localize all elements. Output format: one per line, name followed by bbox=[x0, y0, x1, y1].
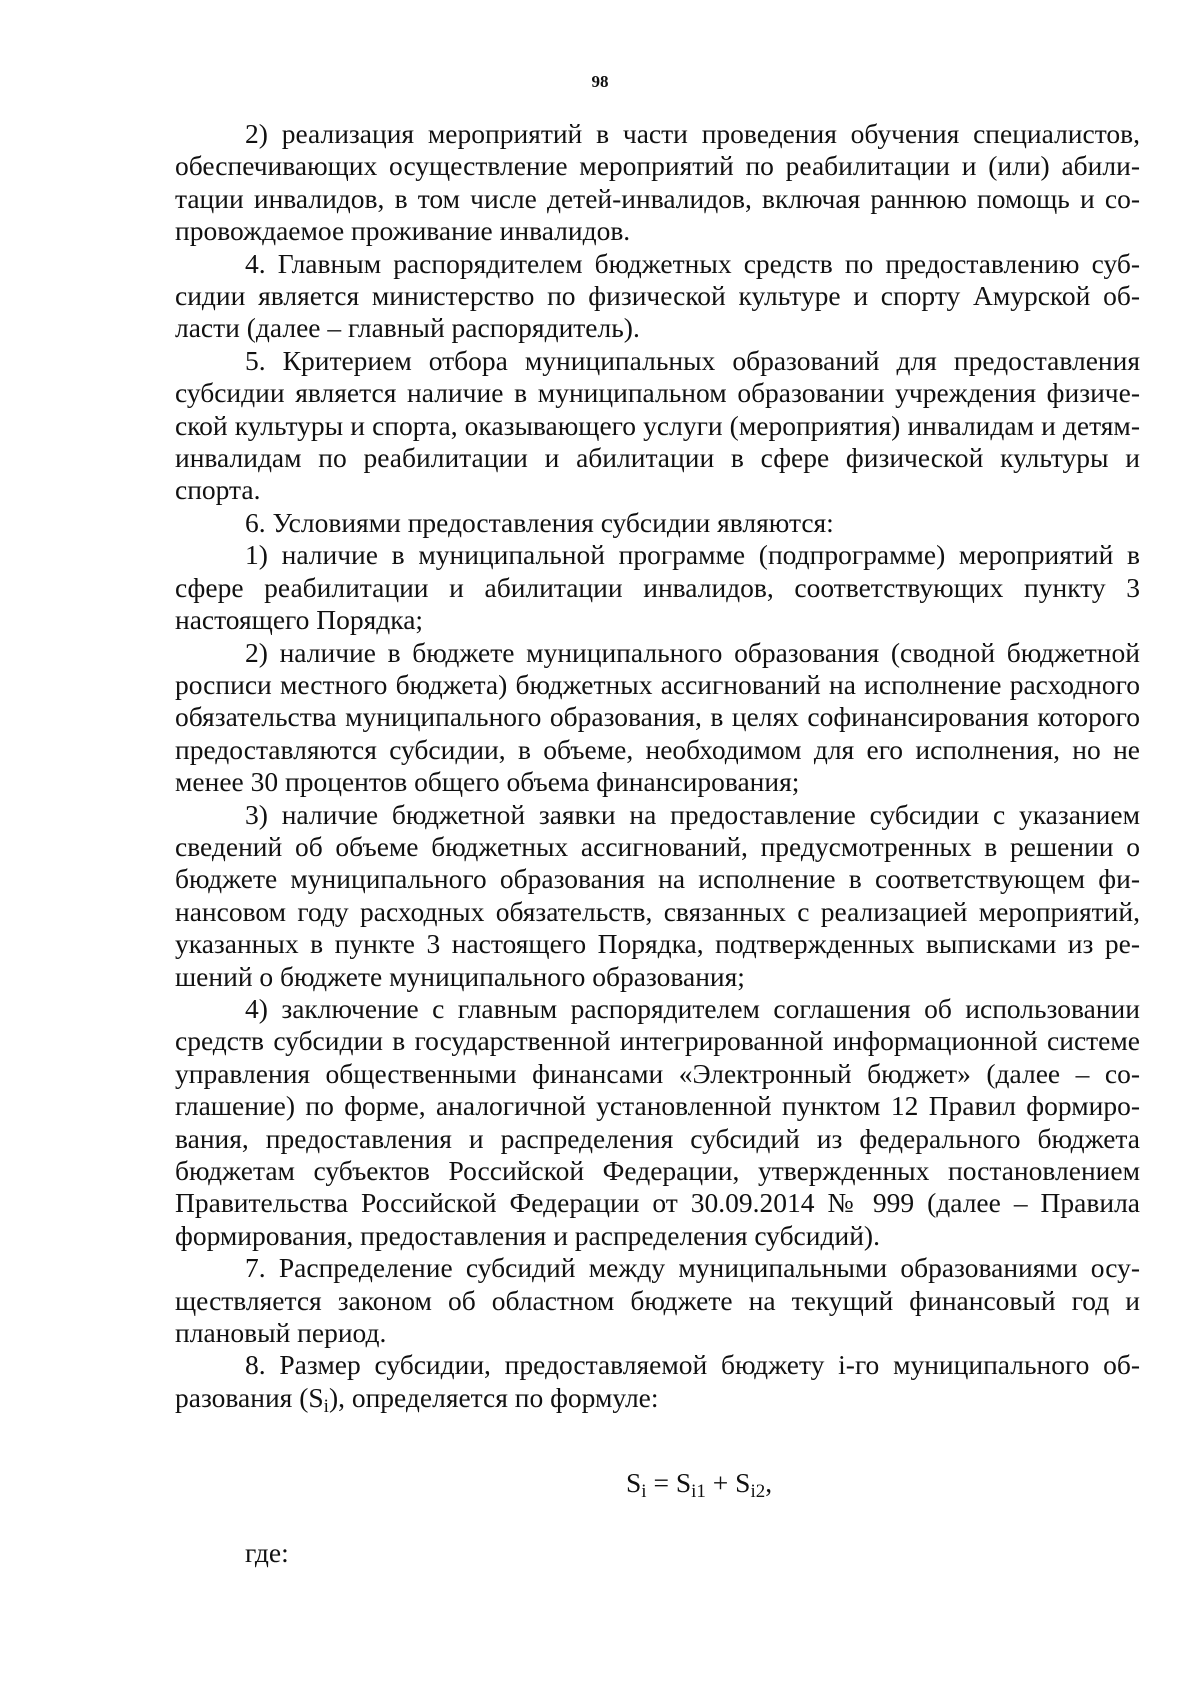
formula-eq: = S bbox=[646, 1467, 692, 1498]
paragraph-8-text-before: 8. Размер субсидии, предоставляемой бюджету i-го муниципального образования (S bbox=[175, 1349, 1140, 1413]
paragraph-8-subscript: i bbox=[323, 1395, 329, 1417]
paragraph-6-1: 1) наличие в муниципальной программе (подпрограмме) мероприятий в сфере реабилитации и абилитации инвалидов, соответствующих пункту 3 настоящего Порядка; bbox=[175, 539, 1140, 636]
page-number: 98 bbox=[591, 72, 609, 91]
where-label: где: bbox=[245, 1537, 289, 1568]
formula-plus: + S bbox=[705, 1467, 751, 1498]
paragraph-3-2: 2) реализация мероприятий в части проведения обучения специалистов, обеспечивающих осуществление мероприятий по реабилитации и (или) абилитации инвалидов, в том числе детей-инвалидов, включая раннюю помощь и сопровождаемое проживание инвалидов. bbox=[175, 118, 1140, 247]
paragraph-6-3: 3) наличие бюджетной заявки на предоставление субсидии с указанием сведений об объеме бюджетных ассигнований, предусмотренных в решении о бюджете муниципального образования на исполнение в соответствующем финансовом году расходных обязательств, связанных с реализацией мероприятий, указанных в пункте 3 настоящего Порядка, подтвержденных выписками из решений о бюджете муниципального образования; bbox=[175, 798, 1140, 992]
formula-s: S bbox=[626, 1467, 642, 1498]
formula-s-sub: i bbox=[641, 1481, 647, 1502]
document-body bbox=[175, 118, 1140, 1423]
formula-term1-sub: i1 bbox=[691, 1481, 706, 1502]
paragraph-7: 7. Распределение субсидий между муниципальными образованиями осуществляется законом об областном бюджете на текущий финансовый год и плановый период. bbox=[175, 1252, 1140, 1349]
formula-term2-sub: i2 bbox=[750, 1481, 766, 1502]
paragraph-6: 6. Условиями предоставления субсидии являются: bbox=[245, 506, 834, 538]
subsidy-formula bbox=[626, 1467, 772, 1503]
paragraph-5: 5. Критерием отбора муниципальных образований для предоставления субсидии является наличие в муниципальном образовании учреждения физической культуры и спорта, оказывающего услуги (мероприятия) инвалидам и детям-инвалидам по реабилитации и абилитации в сфере физической культуры и спорта. bbox=[175, 344, 1140, 506]
formula-tail: , bbox=[765, 1467, 773, 1498]
paragraph-6-2: 2) наличие в бюджете муниципального образования (сводной бюджетной росписи местного бюджета) бюджетных ассигнований на исполнение расходного обязательства муниципального образования, в целях софинансирования которого предоставляются субсидии, в объеме, необходимом для его исполнения, но не менее 30 процентов общего объема финансирования; bbox=[175, 636, 1140, 798]
paragraph-4: 4. Главным распорядителем бюджетных средств по предоставлению субсидии является министерство по физической культуре и спорту Амурской области (далее – главный распорядитель). bbox=[175, 247, 1140, 344]
paragraph-8 bbox=[175, 1349, 1140, 1423]
paragraph-8-text-after: ), определяется по формуле: bbox=[328, 1381, 659, 1413]
paragraph-6-4: 4) заключение с главным распорядителем соглашения об использовании средств субсидии в государственной интегрированной информационной системе управления общественными финансами «Электронный бюджет» (далее – соглашение) по форме, аналогичной установленной пунктом 12 Правил формирования, предоставления и распределения субсидий из федерального бюджета бюджетам субъектов Российской Федерации, утвержденных постановлением Правительства Российской Федерации от 30.09.2014 № 999 (далее – Правила формирования, предоставления и распределения субсидий). bbox=[175, 992, 1140, 1251]
